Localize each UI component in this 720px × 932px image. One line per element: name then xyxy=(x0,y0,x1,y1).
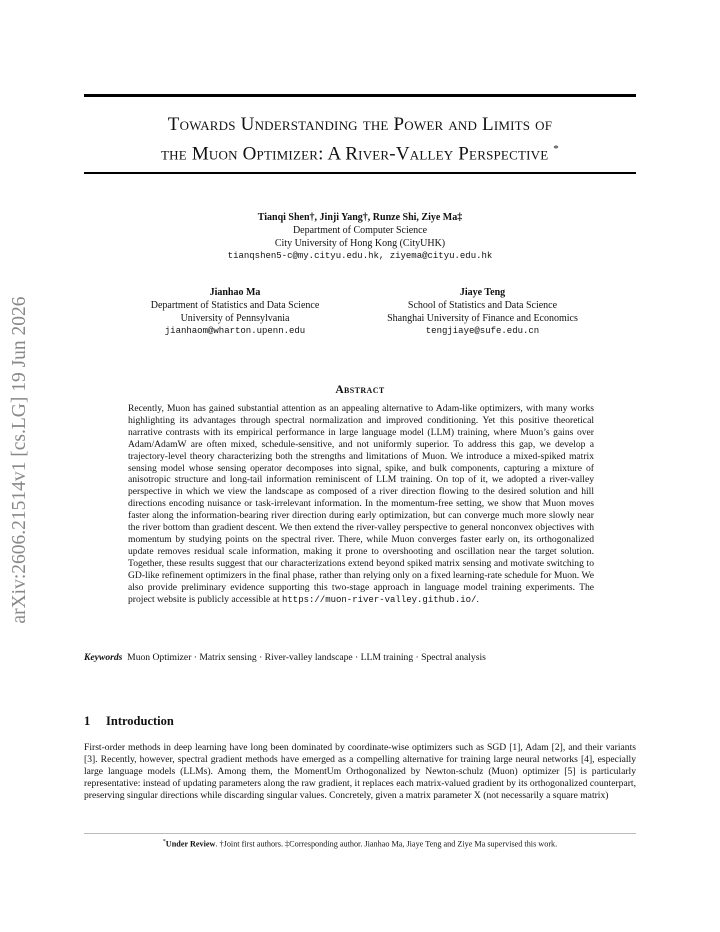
title-line-2-text: the Muon Optimizer: A River-Valley Perspective xyxy=(161,143,549,165)
section-title: Introduction xyxy=(106,714,174,728)
title-line-1: Towards Understanding the Power and Limits of xyxy=(167,114,553,135)
author-right-univ: Shanghai University of Finance and Economics xyxy=(387,312,578,324)
footnote-marker: * xyxy=(162,839,166,845)
title-top-rule xyxy=(84,94,636,97)
author-university: City University of Hong Kong (CityUHK) xyxy=(274,237,446,249)
author-names: Tianqi Shen†, Jinji Yang†, Runze Shi, Ziye Ma‡ xyxy=(257,212,463,223)
author-block-main xyxy=(84,212,636,263)
keywords-text: Muon Optimizer · Matrix sensing · River-valley landscape · LLM training · Spectral analysis xyxy=(127,652,486,663)
author-left-name: Jianhao Ma xyxy=(209,287,261,298)
title-line-2 xyxy=(84,137,636,166)
author-left-univ: University of Pennsylvania xyxy=(180,312,290,324)
author-left-dept: Department of Statistics and Data Science xyxy=(150,299,320,311)
keywords-line xyxy=(84,652,644,664)
footnote-bold: Under Review xyxy=(165,839,216,849)
abstract-end: . xyxy=(476,593,479,605)
footnote-rule xyxy=(84,833,636,834)
abstract-text: Recently, Muon has gained substantial attention as an appealing alternative to Adam-like optimizers, with many works highlighting its advantages through spectral normalization and improved conditioning. Yet this positive theoretical narrative contrasts with its empirical performance in large language model (LLM) training, where Muon’s gains over Adam/AdamW are often mixed, schedule-sensitive, and not uniformly superior. To address this gap, we develop a trajectory-level theory characterizing both the strengths and limitations of Muon. We introduce a mixed-spiked matrix sensing model whose sensing operator decomposes into signal, spike, and bulk components, capturing a mixture of anisotropic structure and long-tail information reminiscent of LLM training. On top of it, we adopted a river-valley perspective in which we view the landscape as composed of a river direction flowing to the desired solution and hill directions encoding nuisance or task-irrelevant information. In the momentum-free setting, we show that Muon moves faster along the information-bearing river direction during early optimization, but can converge much more slowly near the river bottom than gradient descent. We then extend the river-valley perspective to general nonconvex objectives with momentum by studying points on the spectral river. There, while Muon converges faster early on, its orthogonalized update removes residual scale information, making it prone to overshooting and oscillation near the target solution. Together, these results suggest that our characterizations extend beyond spiked matrix sensing and motivate switching to GD-like refinement optimizers in the final phase, rather than relying only on a fixed learning-rate schedule for Muon. We also provide preliminary evidence supporting this two-stage approach in language model training experiments. The project website is publicly accessible at xyxy=(128,403,594,605)
intro-paragraph: First-order methods in deep learning have long been dominated by coordinate-wise optimizers such as SGD [1], Adam [2], and their variants [3]. Recently, however, spectral gradient methods have emerged as a compelling alternative for training large neural networks [4], especially large language models (LLMs). Among them, the MomentUm Orthogonalized by Newton-schulz (Muon) optimizer [5] is particularly representative: instead of updating parameters along the raw gradient, it replaces each matrix-valued gradient by its orthogonalized counterpart, preserving singular directions while discarding singular values. Concretely, given a matrix parameter X (not necessarily a square matrix) xyxy=(84,742,636,801)
author-left-email: jianhaom@wharton.upenn.edu xyxy=(164,326,306,337)
footnote xyxy=(84,837,636,850)
author-right-name: Jiaye Teng xyxy=(459,287,506,298)
title-bottom-rule xyxy=(84,172,636,174)
keywords-label: Keywords xyxy=(84,652,123,663)
author-block-left xyxy=(110,287,360,338)
abstract-heading: Abstract xyxy=(335,384,385,396)
section-heading xyxy=(84,714,174,729)
section-number: 1 xyxy=(84,714,91,728)
author-right-dept: School of Statistics and Data Science xyxy=(407,299,558,311)
author-emails: tianqshen5-c@my.cityu.edu.hk, ziyema@cityu.edu.hk xyxy=(227,251,493,262)
arxiv-identifier: arXiv:2606.21514v1 [cs.LG] 19 Jun 2026 xyxy=(9,296,30,624)
title-footnote-marker: * xyxy=(553,143,559,155)
author-block-right xyxy=(360,287,605,338)
abstract-body xyxy=(128,403,594,606)
footnote-text: . †Joint first authors. ‡Corresponding author. Jianhao Ma, Jiaye Teng and Ziye Ma supervised this work. xyxy=(215,839,558,849)
author-right-email: tengjiaye@sufe.edu.cn xyxy=(425,326,540,337)
paper-title xyxy=(84,113,636,166)
project-url-link[interactable]: https://muon-river-valley.github.io/ xyxy=(282,594,477,605)
author-department: Department of Computer Science xyxy=(292,224,428,236)
